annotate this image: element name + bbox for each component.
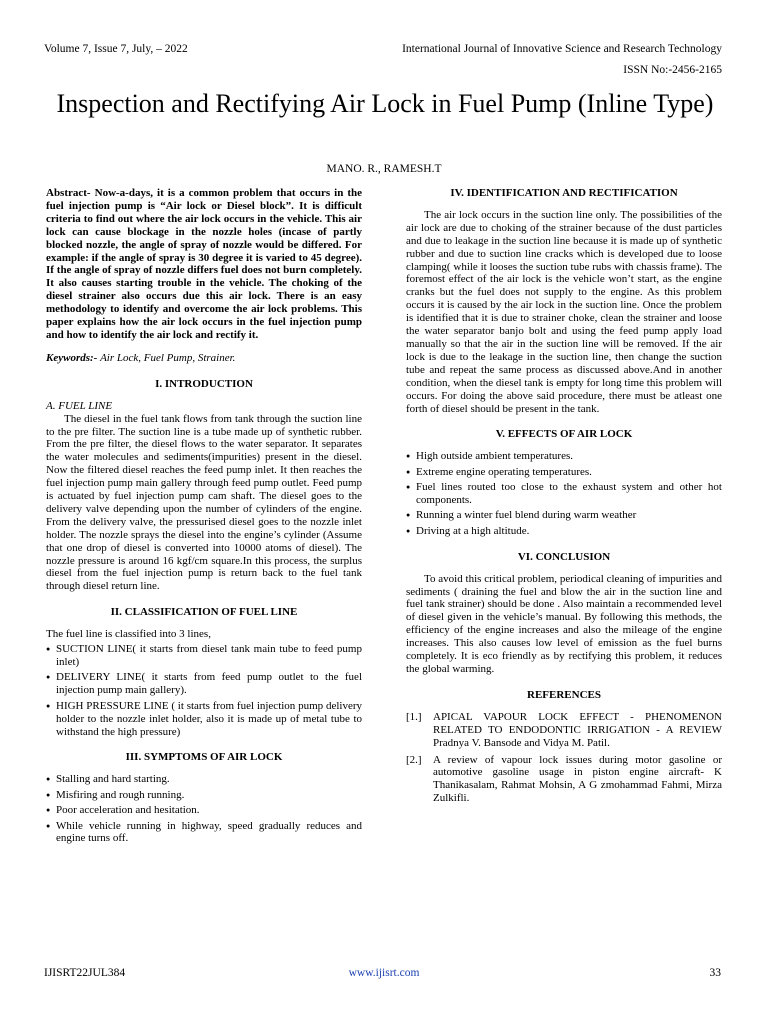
keywords-text: Air Lock, Fuel Pump, Strainer. [100, 351, 236, 364]
list-item: ● DELIVERY LINE( it starts from feed pump outlet to the fuel injection pump main gallery). [46, 671, 362, 697]
section-heading-symptoms: III. SYMPTOMS OF AIR LOCK [125, 751, 283, 764]
section-heading-identification: IV. IDENTIFICATION AND RECTIFICATION [450, 187, 678, 199]
list-item: ● While vehicle running in highway, speed gradually reduces and engine turns off. [46, 820, 362, 846]
reference-text: APICAL VAPOUR LOCK EFFECT - PHENOMENON RELATED TO ENDODONTIC IRRIGATION - A REVIEW Pradnya V. Bansode and Vidya M. Patil. [433, 710, 722, 749]
list-item: ● Stalling and hard starting. [46, 773, 362, 786]
reference-number: [2.] [406, 753, 422, 766]
identification-text: The air lock occurs in the suction line only. The possibilities of the air lock are due to choking of the strainer because of the dust particles and due to leakage in the suction line because it is made up of synthetic rubber and due to suction line cracks which is developed due to loose clamping( while it looses the suction tube rubs with chassis frame). The foremost effect of the air lock is the vehicle won’t start, as the engine cranks but the fuel does not supply to the engine. As this problem occurs it is caused by the air lock in the suction line. Once the problem is identified that it is due to strainer choke, clean the strainer and loose the water separator banjo bolt and using the feed pump apply load manually so that the air in the suction line will be removed. If the air lock is due to the leakage in the suction line, then change the suction tube and repeat the same process as discussed above.And in another condition, when the diesel tank is empty for long time this problem will occurs. For doing the above said procedure, there must be atleast one forth of diesel should be present in the tank. [406, 208, 722, 415]
list-item: ● Poor acceleration and hesitation. [46, 804, 362, 817]
section-heading-effects: V. EFFECTS OF AIR LOCK [495, 428, 633, 441]
list-item: ● SUCTION LINE( it starts from diesel tank main tube to feed pump inlet) [46, 643, 362, 669]
issn: ISSN No:-2456-2165 [623, 64, 722, 76]
references-list [406, 711, 722, 805]
reference-number: [1.] [406, 710, 422, 723]
list-item: ● Misfiring and rough running. [46, 789, 362, 802]
list-item: ● High outside ambient temperatures. [406, 450, 722, 463]
keywords-label: Keywords:- [46, 351, 98, 364]
journal-volume: Volume 7, Issue 7, July, – 2022 [44, 43, 188, 55]
list-item: ● HIGH PRESSURE LINE ( it starts from fuel injection pump delivery holder to the nozzle inlet holder, also it is made up of metal tube to withstand the high pressure) [46, 700, 362, 739]
effects-list [406, 450, 722, 537]
abstract: Abstract- Now-a-days, it is a common problem that occurs in the fuel injection pump is “Air lock or Diesel block”. It is difficult criteria to find out where the air lock occurs in the vehicle. This air lock can cause blockage in the nozzle holes (incase of partly blocked nozzle, the angle of spray of nozzle would be differed. For example: if the angle of spray is 30 degree it is varied to 45 degree). If the angle of spray of nozzle differs fuel does not burn completely. It also causes starting trouble in the vehicle. The choking of the diesel strainer also occurs due this air lock. There is an easy methodology to identify and overcome the air lock problems. This paper explains how the air lock occurs in the fuel injection pump and how to identify the air lock and rectify it. [46, 187, 362, 341]
reference-item [406, 711, 722, 750]
list-item: ● Running a winter fuel blend during warm weather [406, 509, 722, 522]
page-number: 33 [709, 967, 721, 979]
subsection-heading-fuel-line: A. FUEL LINE [46, 399, 113, 412]
left-column [46, 187, 362, 848]
section-heading-introduction: I. INTRODUCTION [155, 377, 253, 390]
right-column [406, 187, 722, 809]
list-item: ● Driving at a high altitude. [406, 525, 722, 538]
conclusion-text: To avoid this critical problem, periodical cleaning of impurities and sediments ( draining the fuel and blow the air in the suction line and fuel tank strainer) should be done . Also maintain a recommended level of diesel given in the vehicle’s manual. By following this methods, the efficiency of the engine increases and also the mileage of the engine increases. This also causes low level of emission as the fuel burns completely. It is eco friendly as by rectifying this problem, it reduces the global warming. [406, 572, 722, 675]
paper-title: Inspection and Rectifying Air Lock in Fuel Pump (Inline Type) [56, 89, 714, 118]
section-heading-references: REFERENCES [527, 688, 601, 701]
section-heading-classification: II. CLASSIFICATION OF FUEL LINE [110, 606, 298, 619]
journal-website-link[interactable]: www.ijisrt.com [348, 967, 420, 979]
reference-text: A review of vapour lock issues during motor gasoline or automotive gasoline usage in piston engine aircraft- K Thanikasalam, Rahmat Mohsin, A G zmohammad Fahmi, Mirza Zulkifli. [433, 753, 722, 805]
journal-name: International Journal of Innovative Science and Research Technology [402, 43, 722, 55]
classification-intro: The fuel line is classified into 3 lines, [46, 628, 211, 641]
introduction-text: The diesel in the fuel tank flows from tank through the suction line to the pre filter. The suction line is a tube made up of synthetic rubber. From the pre filter, the diesel flows to the water separator. It separates the water molecules and sediments(impurities) present in the diesel. Now the filtered diesel reaches the feed pump inlet. It then reaches the fuel injection pump main gallery through feed pump outlet. Feed pump is actuated by fuel injection pump cam shaft. The diesel goes to the delivery valve depending upon the number of cylinders of the engine. From the delivery valve, the pressurised diesel goes to the nozzle inlet holder. The nozzle sprays the diesel into the engine’s cylinder (Assume that one drop of diesel is converted into 10000 atoms of diesel). The nozzle pressure is around 16 kgf/cm square.In this process, the surplus diesel from the fuel injection pump is return back to the fuel tank through diesel return line. [46, 412, 362, 593]
authors: MANO. R., RAMESH.T [326, 163, 442, 175]
list-item: ● Fuel lines routed too close to the exhaust system and other hot components. [406, 481, 722, 507]
section-heading-conclusion: VI. CONCLUSION [517, 550, 611, 563]
paper-id: IJISRT22JUL384 [44, 967, 126, 979]
keywords [46, 352, 362, 365]
reference-item [406, 754, 722, 806]
classification-list [46, 643, 362, 738]
list-item: ● Extreme engine operating temperatures. [406, 466, 722, 479]
symptoms-list [46, 773, 362, 845]
